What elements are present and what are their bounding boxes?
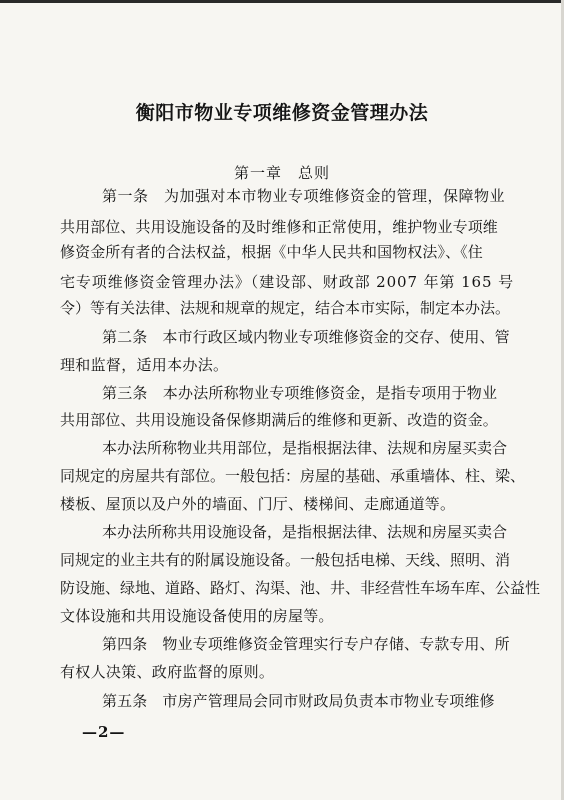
article-1-line-3: 修资金所有者的合法权益，根据《中华人民共和国物权法》、《住 bbox=[60, 243, 483, 261]
article-3-para-2-line-3: 楼板、屋顶以及户外的墙面、门厅、楼梯间、走廊通道等。 bbox=[60, 495, 456, 513]
article-2-line-2: 理和监督，适用本办法。 bbox=[60, 356, 229, 374]
article-1-line-4: 宅专项维修资金管理办法》（建设部、财政部 2007 年第 165 号 bbox=[60, 273, 514, 291]
article-1-line-1: 第一条 为加强对本市物业专项维修资金的管理，保障物业 bbox=[102, 187, 506, 205]
article-3-line-1: 第三条 本办法所称物业专项维修资金，是指专项用于物业 bbox=[102, 384, 498, 402]
article-1-line-2: 共用部位、共用设施设备的及时维修和正常使用，维护物业专项维 bbox=[60, 218, 498, 236]
article-3-para-3-line-4: 文体设施和共用设施设备使用的房屋等。 bbox=[60, 607, 334, 625]
article-3-para-3-line-3: 防设施、绿地、道路、路灯、沟渠、池、井、非经营性车场车库、公益性 bbox=[60, 579, 541, 597]
page-number: —2— bbox=[82, 723, 126, 741]
article-4-line-2: 有权人决策、政府监督的原则。 bbox=[60, 663, 275, 681]
article-4-line-1: 第四条 物业专项维修资金管理实行专户存储、专款专用、所 bbox=[102, 635, 510, 653]
article-3-para-3-line-1: 本办法所称共用设施设备，是指根据法律、法规和房屋买卖合 bbox=[102, 523, 508, 541]
article-5-line-1: 第五条 市房产管理局会同市财政局负责本市物业专项维修 bbox=[102, 692, 495, 710]
article-3-para-2-line-2: 同规定的房屋共有部位。一般包括：房屋的基础、承重墙体、柱、梁、 bbox=[60, 467, 526, 485]
document-title: 衡阳市物业专项维修资金管理办法 bbox=[135, 102, 429, 124]
article-3-para-3-line-2: 同规定的业主共有的附属设施设备。一般包括电梯、天线、照明、消 bbox=[60, 551, 511, 569]
article-2-line-1: 第二条 本市行政区域内物业专项维修资金的交存、使用、管 bbox=[102, 328, 510, 346]
article-3-line-2: 共用部位、共用设施设备保修期满后的维修和更新、改造的资金。 bbox=[60, 411, 498, 429]
scan-edge-top bbox=[0, 0, 564, 3]
article-1-line-5: 令）等有关法律、法规和规章的规定，结合本市实际，制定本办法。 bbox=[60, 299, 511, 317]
chapter-heading: 第一章 总则 bbox=[233, 164, 330, 182]
article-3-para-2-line-1: 本办法所称物业共用部位，是指根据法律、法规和房屋买卖合 bbox=[102, 439, 508, 457]
